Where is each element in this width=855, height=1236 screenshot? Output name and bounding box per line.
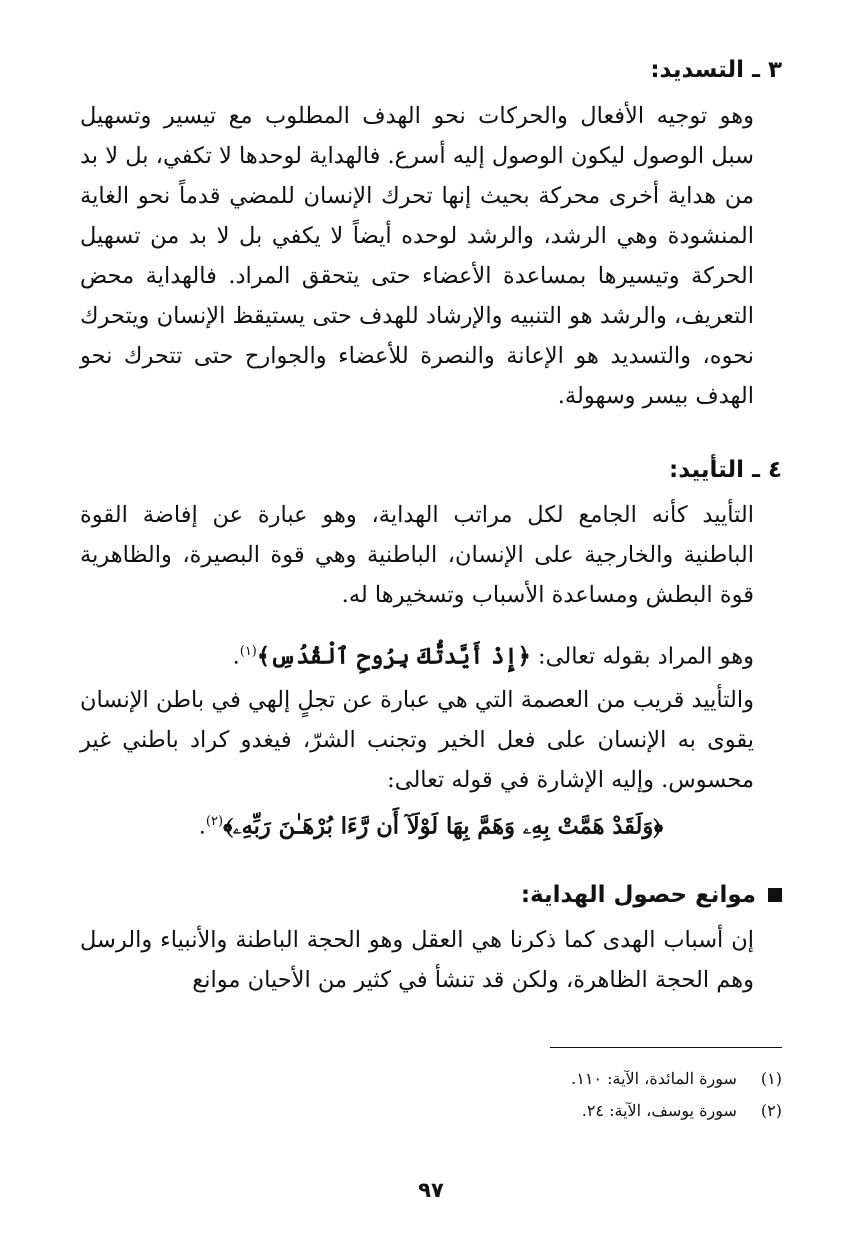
footnote-1 — [571, 1066, 782, 1092]
footnote-marker-1: (١) — [239, 644, 257, 659]
intro-text: وهو المراد بقوله تعالى: — [530, 643, 754, 670]
quran-verse-1: ﴿إِذْ أَيَّدتُّكَ بِرُوحِ ٱلْقُدُسِ﴾ — [256, 643, 531, 670]
paragraph-taeed-definition: التأييد كأنه الجامع لكل مراتب الهداية، وهو عبارة عن إفاضة القوة الباطنية والخارجية على الإنسان، الباطنية وهي قوة البصيرة، والظاهرية قوة البطش ومساعدة الأسباب وتسخيرها له. — [80, 502, 754, 608]
section-heading-mawani-label: موانع حصول الهداية: — [520, 882, 756, 908]
footnote-marker-2: (٢) — [205, 814, 224, 829]
footnote-1-text: سورة المائدة، الآية: ١١٠. — [571, 1069, 737, 1088]
book-page — [80, 40, 782, 1220]
footnote-2-text: سورة يوسف، الآية: ٢٤. — [581, 1101, 737, 1120]
footnote-2-number: (٢) — [760, 1101, 782, 1120]
paragraph-mawani: إن أسباب الهدى كما ذكرنا هي العقل وهو الحجة الباطنة والأنبياء والرسل وهم الحجة الظاهرة، ولكن قد تنشأ في كثير من الأحيان موانع — [80, 927, 754, 993]
paragraph-quran-reference-2: ﴿وَلَقَدْ هَمَّتْ بِهِۦ وَهَمَّ بِهَا لَوْلَآ أَن رَّءَا بُرْهَـٰنَ رَبِّهِۦ﴾$^{(٢)}$. — [198, 813, 664, 840]
section-heading-mawani — [521, 877, 782, 913]
paragraph-tasdid: وهو توجيه الأفعال والحركات نحو الهدف المطلوب مع تيسير وتسهيل سبل الوصول ليكون الوصول إليه أسرع. فالهداية لوحدها لا تكفي، بل لا بد من هداية أخرى محركة بحيث إنها تحرك الإنسان للمضي قدماً نحو الغاية المنشودة وهي الرشد، والرشد لوحده أيضاً لا يكفي بل لا بد من تسهيل الحركة وتيسيرها بمساعدة الأعضاء حتى يتحقق المراد. فالهداية محض التعريف، والرشد هو التنبيه والإرشاد للهدف حتى يستيقظ الإنسان ويتحرك نحوه، والتسديد هو الإعانة والنصرة للأعضاء والجوارح حتى تتحرك نحو الهدف بيسر وسهولة. — [80, 103, 754, 409]
footnote-divider — [550, 1047, 782, 1048]
square-bullet-icon — [768, 888, 782, 902]
quran-verse-2: ﴿وَلَقَدْ هَمَّتْ بِهِۦ وَهَمَّ بِهَا لَوْلَآ أَن رَّءَا بُرْهَـٰنَ رَبِّهِۦ﴾ — [223, 813, 664, 840]
footnote-1-number: (١) — [760, 1069, 782, 1088]
footnote-2 — [582, 1098, 782, 1124]
section-heading-taeed: ٤ ـ التأييد: — [669, 457, 782, 483]
paragraph-quran-reference-1: وهو المراد بقوله تعالى: ﴿إِذْ أَيَّدتُّكَ بِرُوحِ ٱلْقُدُسِ﴾$^{(١)}$. — [232, 643, 754, 670]
paragraph-ismah: والتأييد قريب من العصمة التي هي عبارة عن تجلٍ إلهي في باطن الإنسان يقوى به الإنسان على فعل الخير وتجنب الشرّ، فيغدو كراد باطني غير محسوس. وإليه الإشارة في قوله تعالى: — [80, 687, 754, 793]
page-number: ٩٧ — [418, 1178, 444, 1202]
section-heading-tasdid: ٣ ـ التسديد: — [650, 57, 782, 83]
